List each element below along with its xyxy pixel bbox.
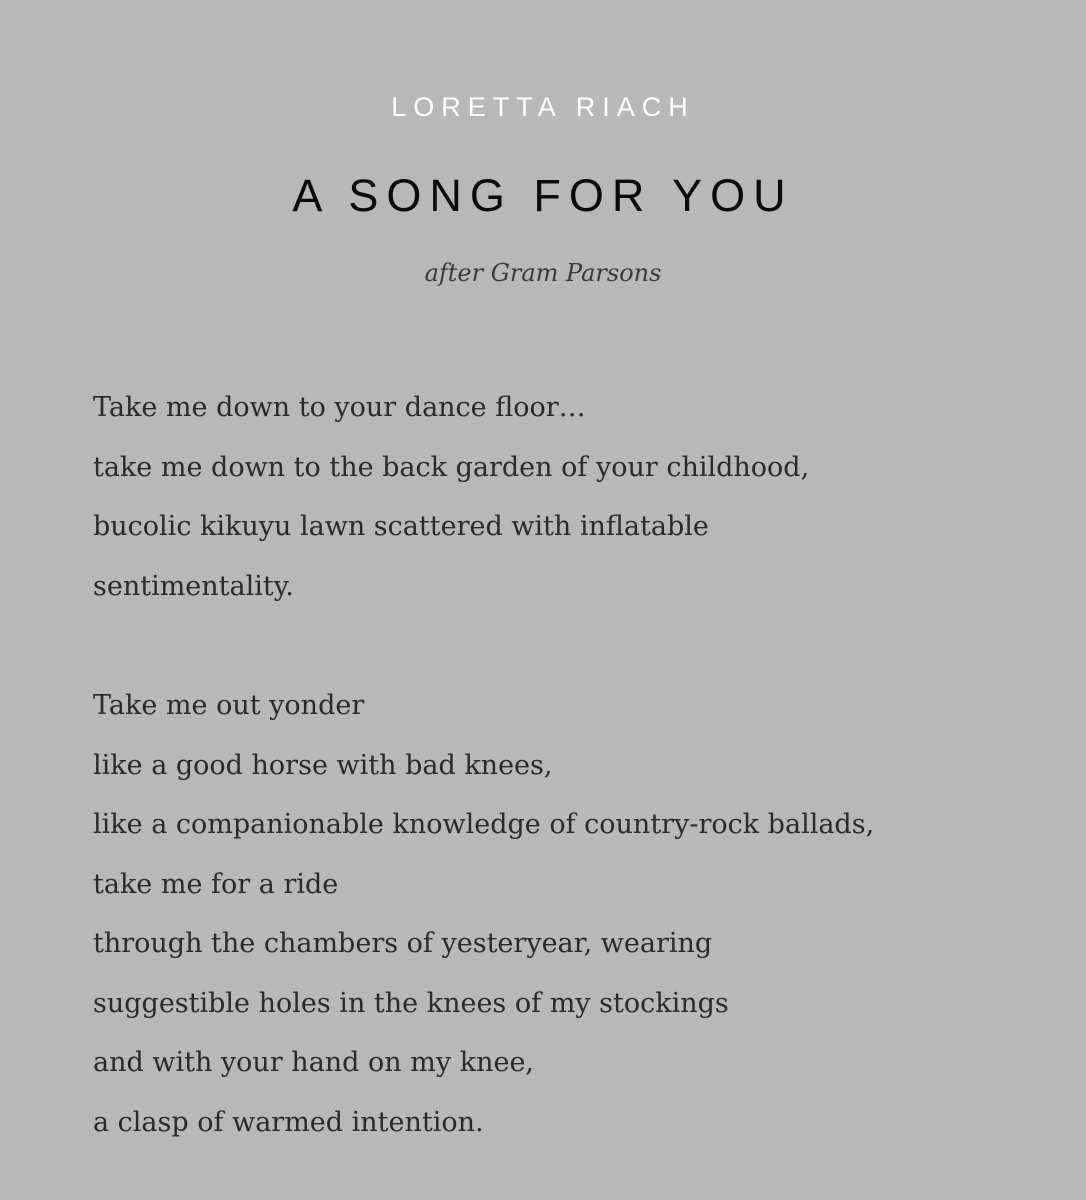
poem-body — [93, 387, 1053, 1161]
poem-line: like a good horse with bad knees, — [93, 749, 553, 781]
poem-line: Take me down to your dance floor… — [93, 392, 586, 423]
author-name: LORETTA RIACH — [391, 92, 695, 122]
stanza-2 — [93, 685, 1053, 1161]
poem-line: take me for a ride — [93, 868, 339, 900]
stanza-1 — [93, 387, 1053, 625]
poem-line: suggestible holes in the knees of my stockings — [93, 987, 729, 1019]
poem-line: and with your hand on my knee, — [93, 1047, 535, 1078]
poem-line: a clasp of warmed intention. — [93, 1106, 484, 1138]
poem-line: sentimentality. — [93, 570, 294, 602]
poem-line: bucolic kikuyu lawn scattered with inflatable — [93, 511, 709, 542]
poem-line: like a companionable knowledge of country-rock ballads, — [93, 809, 875, 840]
poem-dedication: after Gram Parsons — [424, 259, 662, 287]
poem-line: through the chambers of yesteryear, wearing — [93, 928, 713, 959]
poem-line: Take me out yonder — [93, 690, 365, 721]
poem-title: A SONG FOR YOU — [292, 170, 794, 221]
poem-line: take me down to the back garden of your childhood, — [93, 451, 810, 483]
